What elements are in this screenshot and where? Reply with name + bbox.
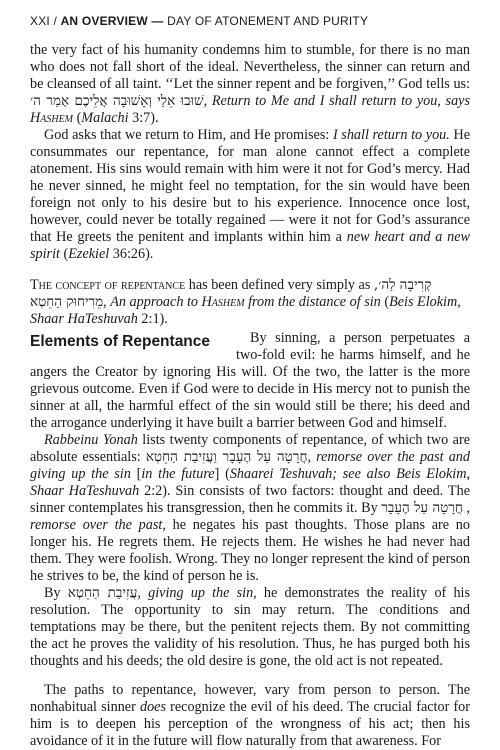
hashem-small-caps: Hashem [201, 294, 245, 310]
paragraph-1 [30, 42, 470, 127]
hebrew-quote: חֲרָטָה עַל הֶעָבָר וַעֲזִיבַת הַחֵטְא [145, 449, 308, 465]
hebrew-quote: שׁוּבוּ אֵלַי וְאָשׁוּבָה אֲלֵיכֶם אָמַר ה׳ [30, 93, 204, 109]
page-number: XXI [30, 14, 50, 28]
chapter-title: AN OVERVIEW [60, 14, 148, 28]
text-run: recognize the evil of his deed. The crucial factor for him is to deepen his perception of the wrongness of his act; then his avoidance of it in the future will flow naturally from that awareness. For [30, 699, 470, 749]
text-run: , [307, 449, 317, 465]
text-run: He consummates our repentance, for man alone cannot effect a complete atonement. His sins would remain with him were it not for God’s mercy. Had he never sinned, he might feel no temptation, for the sin would have been foreign not only to his desire but to his experience. Innocence once lost, however, could never be totally regained — were it not for God’s assurance that He greets the penitent and implants within him a [30, 127, 471, 245]
italic-run: new heart and a new spirit [30, 229, 470, 262]
citation: Beis Elokim, Shaar HaTeshuvah [30, 294, 461, 327]
italic-run: remorse over the past, [30, 517, 166, 533]
text-run: , [137, 585, 149, 601]
citation: Ezekiel [68, 246, 110, 262]
text-run: has been defined very simply as [185, 277, 374, 293]
running-head [30, 14, 470, 28]
section-heading: Elements of Repentance [30, 333, 211, 350]
paragraph-3 [30, 277, 470, 328]
text-run: he negates his past thoughts. Those plans are no longer his. He regrets them. He rejects them. He wishes he had never had them. They were foolish. Wrong. They no longer represent the kind of person he strives to be, the kind of person he is. [30, 517, 470, 584]
text-run: the very fact of his humanity condemns him to stumble, for there is no man who does not fall short of the ideal. Nevertheless, the sinner can return and be cleansed of all taint. ‘‘Let the sinner repent and be forgiven,’’ God tells us: [30, 42, 470, 92]
header-dash: — [147, 14, 168, 28]
text-run: , [462, 500, 470, 516]
text-run: 2:2). Sin consists of two factors: thought and deed. The sinner contemplates his transgression, then he commits it. By [30, 483, 470, 516]
text-run: [ [130, 466, 142, 482]
section-elements-of-repentance [30, 277, 470, 432]
text-run: By [44, 585, 68, 601]
chapter-subtitle: DAY OF ATONEMENT AND PURITY [167, 14, 369, 28]
italic-run: , Return to Me and I shall return to you, says [203, 93, 470, 109]
paragraph-6 [30, 585, 470, 670]
italic-run: I shall return to you. [332, 127, 450, 143]
text-run: lists twenty components of repentance, of which two are absolute essentials: [30, 432, 470, 465]
citation: Shaarei Teshuvah; see also Beis Elokim, Shaar HaTeshuvah [30, 466, 470, 499]
text-run: God asks that we return to Him, and He promises: [44, 127, 333, 143]
header-separator: / [49, 14, 61, 28]
italic-run: An approach to [110, 294, 202, 310]
paragraph-5 [30, 432, 470, 585]
italic-run: from the distance of sin [244, 294, 381, 310]
text-run: ( [380, 294, 390, 310]
italic-run: remorse over the past and giving up the sin [30, 449, 470, 482]
text-run: 36:26). [109, 246, 154, 262]
paragraph-2 [30, 127, 470, 263]
text-run: 3:7). [128, 110, 159, 126]
text-run: ( [59, 246, 69, 262]
hebrew-quote: עֲזִיבַת הַחֵטְא [67, 585, 138, 601]
italic-run: giving up the sin, [148, 585, 257, 601]
hebrew-quote: קְרִיבָה לַה׳, מֵרִיחוּק הַחֵטְא [30, 277, 432, 310]
italic-run: Rabbeinu Yonah [44, 432, 138, 448]
text-run: ] ( [214, 466, 230, 482]
text-run: 2:1). [137, 311, 168, 327]
hebrew-quote: חֲרָטָה עַל הֶעָבָר [381, 500, 463, 516]
paragraph-7 [30, 682, 470, 750]
paragraph-4: By sinning, a person perpetuates a two-fold evil: he harms himself, and he angers the Creator by ignoring His will. Of the two, the latter is the more grievous outcome. Even if God were to decide in His mercy not to punish the sinner at all, the harmful effect of the sin would still be there; his deed and the arrogance underlying it have built a barrier between God and himself. [30, 330, 470, 431]
text-run: The paths to repentance, however, vary from person to person. The nonhabitual sinner [30, 682, 470, 715]
italic-run: does [139, 699, 166, 715]
text-run: he demonstrates the reality of his resolution. The opportunity to sin may return. The conditions and temptations may be there, but the penitent rejects them. By not committing the act he proves the validity of his resolution. Thus, he has purged both his thoughts and his deeds; the old desire is gone, the old act is not repeated. [30, 585, 471, 669]
italic-run: in the future [141, 466, 215, 482]
hashem-small-caps: Hashem [30, 110, 74, 126]
text-run: , [103, 294, 111, 310]
lead-in-small-caps: The concept of repentance [30, 277, 186, 293]
citation: Malachi [81, 110, 129, 126]
text-run: ( [73, 110, 82, 126]
